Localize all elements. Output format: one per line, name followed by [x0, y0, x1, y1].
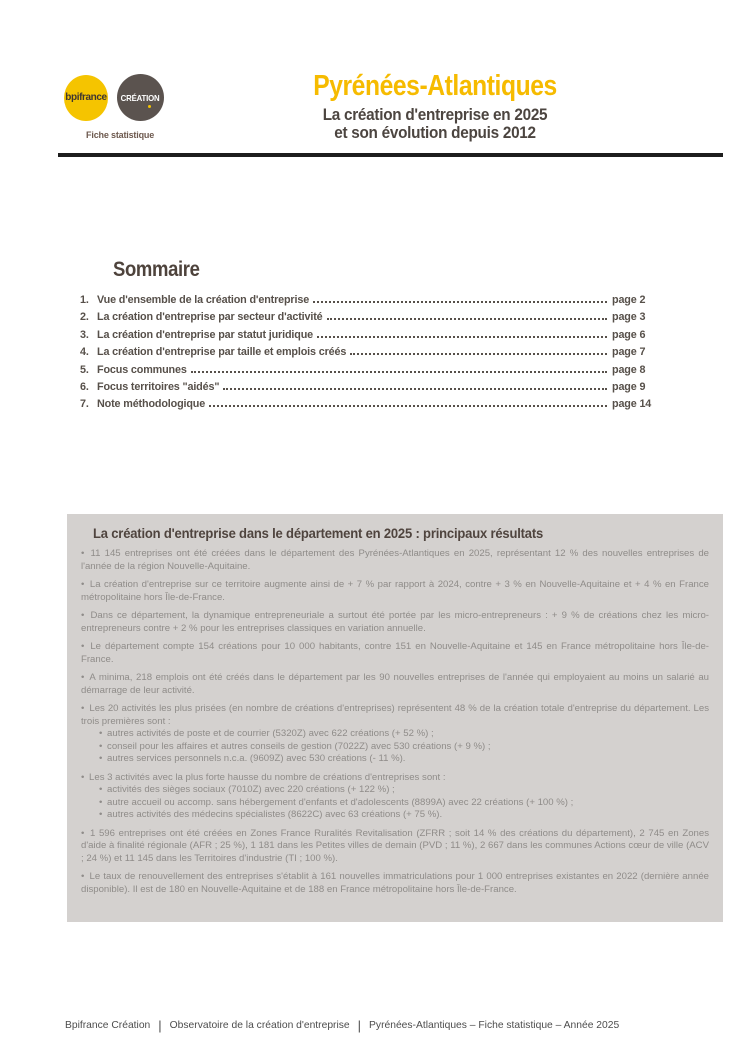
results-bullet [81, 871, 709, 896]
page-subtitle-line1: La création d'entreprise en 2025 [322, 105, 548, 124]
results-sub-bullet-text: activités des sièges sociaux (7010Z) avec 220 créations (+ 122 %) ; [104, 784, 395, 795]
bullet-icon: • [81, 579, 85, 590]
results-bullet-text: A minima, 218 emplois ont été créés dans le département par les 90 nouvelles entreprises de l'année qui employaient au moins un salarié au démarrage de leur activité. [81, 672, 709, 696]
toc-item-number: 6. [80, 380, 89, 393]
toc-leader-dots [209, 405, 607, 407]
page-subtitle-line2: et son évolution depuis 2012 [334, 123, 536, 142]
creation-logo-dot-icon [148, 105, 151, 108]
results-sub-bullet-text: autres services personnels n.c.a. (9609Z) avec 530 créations (- 11 %). [104, 753, 406, 764]
results-bullet [81, 610, 709, 635]
results-bullet-text: Le taux de renouvellement des entreprises s'établit à 161 nouvelles immatriculations pour 1 000 entreprises existantes en 2022 (dernière année disponible). Il est de 180 en Nouvelle-Aquitaine et de 188 en France métropolitaine hors Île-de-France. [81, 871, 709, 895]
toc-item [80, 329, 658, 346]
bullet-icon: • [99, 809, 103, 820]
brand-logo [64, 74, 176, 141]
toc-item-label: Focus territoires "aidés" [97, 380, 220, 393]
toc-item [80, 346, 658, 363]
footer-observatory: Observatoire de la création d'entreprise [169, 1020, 350, 1031]
table-of-contents [80, 294, 658, 416]
toc-item-page: page 8 [612, 363, 646, 376]
toc-item-page: page 3 [612, 311, 646, 324]
results-sub-bullet [99, 784, 709, 797]
results-bullet [81, 828, 709, 866]
bullet-icon: • [81, 672, 85, 683]
creation-logo-label: CRÉATION [121, 92, 160, 103]
toc-item [80, 311, 658, 328]
results-sub-bullet [99, 797, 709, 810]
toc-item [80, 364, 658, 381]
bullet-icon: • [81, 610, 85, 621]
creation-logo [117, 74, 164, 121]
toc-heading: Sommaire [113, 258, 200, 281]
results-bullet [81, 641, 709, 666]
toc-item-label: La création d'entreprise par secteur d'activité [97, 311, 323, 324]
footer-separator: | [357, 1018, 362, 1033]
bullet-icon: • [81, 703, 85, 714]
bullet-icon: • [81, 641, 85, 652]
results-sub-bullet [99, 753, 709, 766]
toc-leader-dots [223, 388, 607, 390]
bullet-icon: • [99, 796, 103, 808]
results-bullet-text: 1 596 entreprises ont été créées en Zones France Ruralités Revitalisation (ZFRR ; soit 14 % des créations du département), 2 745 en Zones d'aide à finalité régionale (AFR ; 25 %), 1 181 dans les Petites villes de demain (PVD ; 11 %), 2 667 dans les communes Actions cœur de ville (ACV ; 24 %) et 11 145 dans les Territoires d'industrie (TI ; 100 %). [81, 827, 709, 864]
toc-item [80, 398, 658, 415]
bpifrance-logo-label: bpifrance [65, 92, 107, 103]
toc-item-number: 4. [80, 346, 89, 359]
results-sub-bullet [99, 741, 709, 754]
footer-separator: | [158, 1018, 162, 1033]
toc-item-page: page 6 [612, 328, 646, 341]
results-bullet [81, 703, 709, 728]
bullet-icon: • [81, 827, 85, 839]
results-bullet [81, 672, 709, 697]
results-bullet [81, 772, 709, 785]
toc-item-number: 2. [80, 311, 89, 324]
toc-item [80, 294, 658, 311]
results-sub-bullet-text: autres activités de poste et de courrier (5320Z) avec 622 créations (+ 52 %) ; [104, 728, 434, 739]
toc-item-label: Vue d'ensemble de la création d'entreprise [97, 294, 310, 306]
bullet-icon: • [81, 871, 85, 882]
toc-item-page: page 14 [612, 398, 652, 411]
page-title: Pyrénées-Atlantiques [313, 70, 557, 102]
bullet-icon: • [99, 728, 103, 739]
footer-brand: Bpifrance Création [65, 1020, 151, 1031]
results-list [81, 548, 709, 896]
footer-document-info: Pyrénées-Atlantiques – Fiche statistique – Année 2025 [369, 1020, 620, 1031]
toc-item-number: 3. [80, 328, 89, 341]
bullet-icon: • [99, 753, 103, 764]
toc-item-number: 1. [80, 294, 89, 306]
footer [65, 1018, 619, 1033]
results-sub-bullet-text: conseil pour les affaires et autres conseils de gestion (7022Z) avec 530 créations (+ 9 %) ; [104, 740, 491, 752]
toc-leader-dots [191, 371, 607, 373]
toc-item-label: La création d'entreprise par taille et emplois créés [97, 346, 347, 359]
toc-item-page: page 9 [612, 380, 646, 393]
toc-item-page: page 2 [612, 294, 646, 306]
header-title-block [220, 70, 650, 142]
results-bullet-text: 11 145 entreprises ont été créées dans le département des Pyrénées-Atlantiques en 2025, représentant 12 % des nouvelles entreprises de l'année de la région Nouvelle-Aquitaine. [81, 548, 709, 572]
toc-item-number: 7. [80, 398, 89, 411]
results-bullet [81, 548, 709, 573]
bullet-icon: • [99, 784, 103, 795]
results-bullet-text: Les 3 activités avec la plus forte hausse du nombre de créations d'entreprises sont : [86, 771, 446, 783]
bpifrance-logo [64, 75, 108, 121]
toc-item-page: page 7 [612, 346, 646, 359]
results-bullet-text: Les 20 activités les plus prisées (en nombre de créations d'entreprises) représentent 48 % de la création totale d'entreprise du département. Les trois premières sont : [81, 703, 709, 727]
results-sub-bullet-text: autres activités des médecins spécialistes (8622C) avec 63 créations (+ 75 %). [104, 809, 443, 820]
bullet-icon: • [81, 771, 85, 783]
results-sub-bullet [99, 809, 709, 822]
toc-item-label: Note méthodologique [97, 398, 206, 411]
bullet-icon: • [81, 548, 85, 559]
toc-leader-dots [350, 353, 607, 355]
toc-item-label: La création d'entreprise par statut juridique [97, 328, 313, 341]
results-bullet [81, 579, 709, 604]
results-bullet-text: Dans ce département, la dynamique entrepreneuriale a surtout été portée par les micro-entrepreneurs : + 9 % de créations chez les micro-entrepreneurs contre + 2 % pour les entreprises classiques en variation annuelle. [81, 610, 709, 634]
toc-leader-dots [317, 336, 607, 338]
results-sub-bullet-text: autre accueil ou accomp. sans hébergement d'enfants et d'adolescents (8899A) avec 22 créations (+ 100 %) ; [104, 796, 574, 808]
toc-leader-dots [327, 318, 607, 320]
results-bullet-text: La création d'entreprise sur ce territoire augmente ainsi de + 7 % par rapport à 2024, contre + 3 % en Nouvelle-Aquitaine et + 4 % en France métropolitaine hors Île-de-France. [81, 579, 709, 603]
bullet-icon: • [99, 740, 103, 752]
results-box [67, 514, 723, 922]
header-rule [58, 153, 723, 157]
logo-tagline: Fiche statistique [86, 130, 155, 141]
results-box-title: La création d'entreprise dans le département en 2025 : principaux résultats [93, 525, 544, 541]
results-sub-bullet [99, 728, 709, 741]
toc-leader-dots [313, 301, 607, 303]
toc-item-label: Focus communes [97, 363, 187, 376]
results-bullet-text: Le département compte 154 créations pour 10 000 habitants, contre 151 en Nouvelle-Aquitaine et 145 en France métropolitaine hors Île-de-France. [81, 641, 709, 665]
toc-item-number: 5. [80, 363, 89, 376]
toc-item [80, 381, 658, 398]
